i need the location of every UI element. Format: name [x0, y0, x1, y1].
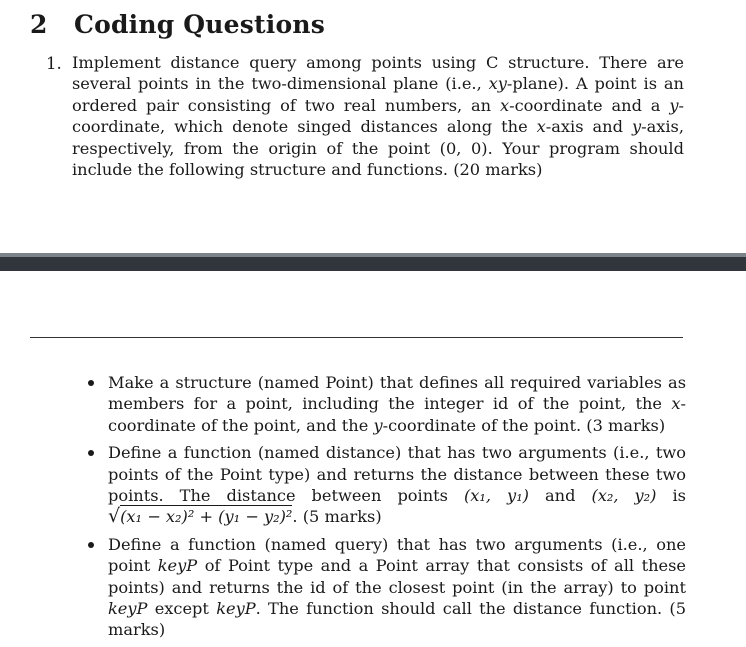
math-origin: (0, 0) [439, 138, 488, 158]
section-title: Coding Questions [74, 10, 326, 39]
formula-radicand: (x₁ − x₂)² + (y₁ − y₂)² [120, 507, 293, 527]
list-item [84, 442, 686, 528]
bullet-icon [88, 380, 94, 386]
bullet-text: except [147, 599, 217, 619]
math-keyP: keyP [108, 599, 148, 619]
horizontal-rule [30, 337, 683, 338]
math-y: y [373, 415, 383, 435]
bullet-text: is [656, 486, 686, 506]
bullet-text: . The function should call the distance function. (5 marks) [108, 599, 687, 640]
requirements-list [84, 372, 686, 647]
math-keyP: keyP [157, 556, 198, 576]
bullet-text: -coordinate of the point. (3 marks) [382, 415, 666, 435]
question-text-part: -plane). A point is an ordered pair consisting of two real numbers, an [72, 74, 684, 115]
math-xy: xy [488, 74, 507, 94]
bullet-text: . (5 marks) [292, 507, 382, 527]
bullet-text: Define a function (named distance) that has two arguments (i.e., two points of the Point type) and returns the distance between these two points. The distance between points [108, 443, 686, 506]
math-y: y [631, 117, 642, 137]
question-number: 1. [46, 54, 62, 73]
distance-formula [108, 507, 292, 526]
sqrt-icon: √ [108, 505, 121, 528]
math-y: y [669, 95, 679, 115]
bullet-icon [88, 542, 94, 548]
question-text-part: . Your program should include the following structure and functions. (20 marks) [72, 138, 684, 180]
bullet-text: and [529, 486, 592, 506]
question-text-part: -coordinate, which denote singed distances along the [72, 95, 684, 137]
question-text-part: Implement distance query among points using C structure. There are several points in the two-dimensional plane (i.e., [72, 53, 684, 94]
math-point-1: (x₁, y₁) [463, 486, 529, 506]
bullet-text: -coordinate of the point, and the [108, 394, 686, 435]
page-break-band [0, 257, 746, 271]
question-text-part: -axis and [545, 117, 632, 137]
math-x: x [671, 394, 681, 414]
section-number: 2 [30, 10, 48, 39]
section-heading [30, 10, 325, 39]
question-text-part: -axis, respectively, from the origin of the point [72, 117, 684, 158]
question-text-part: -coordinate and a [509, 95, 670, 115]
list-item [84, 534, 686, 641]
math-x: x [536, 117, 546, 137]
bullet-text: Make a structure (named Point) that defines all required variables as members for a point, including the integer id of the point, the [108, 373, 686, 414]
list-item [84, 372, 686, 436]
bullet-text: of Point type and a Point array that consists of all these points) and returns the id of the closest point (in the array) to point [108, 556, 686, 597]
bullet-text: Define a function (named query) that has two arguments (i.e., one point [108, 534, 686, 576]
math-x: x [500, 95, 510, 115]
math-keyP: keyP [216, 599, 256, 619]
question-text [72, 52, 684, 180]
math-point-2: (x₂, y₂) [591, 486, 657, 506]
bullet-icon [88, 450, 94, 456]
